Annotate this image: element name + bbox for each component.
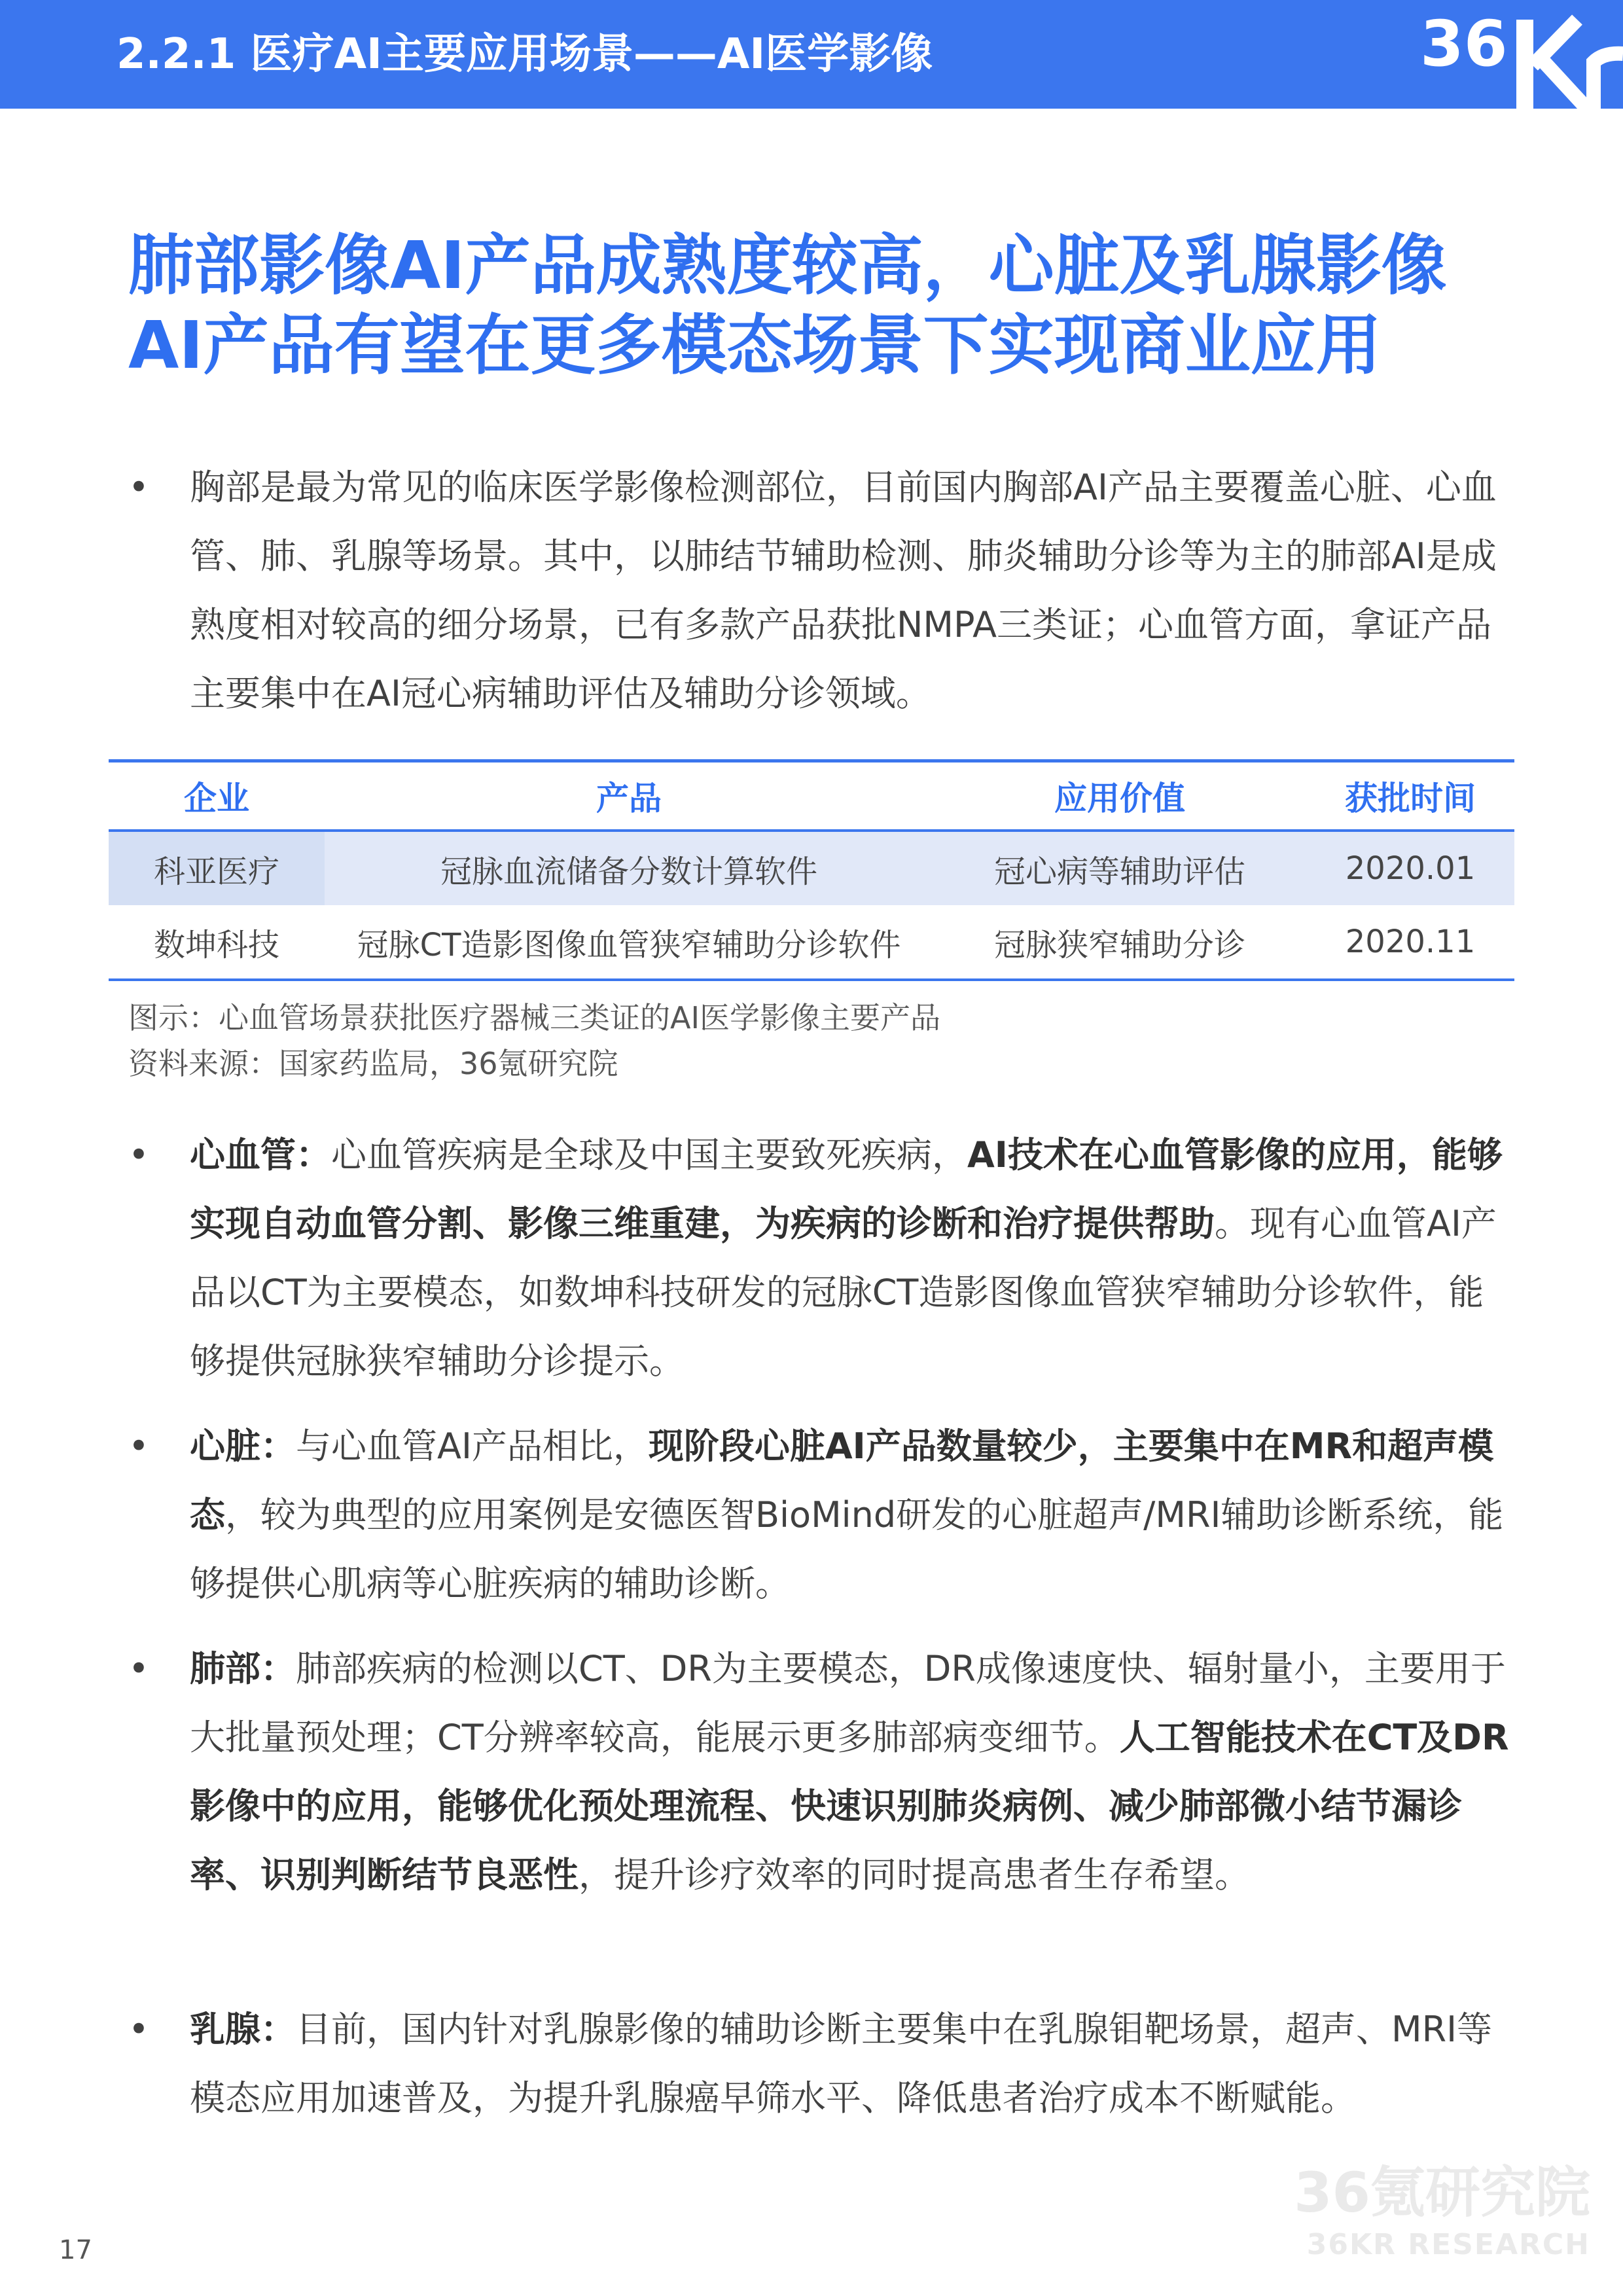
table-row [109, 905, 1514, 980]
section-label: 肺部： [190, 1648, 296, 1689]
table-cell-product: 冠脉CT造影图像血管狭窄辅助分诊软件 [325, 905, 933, 980]
table-cell-date: 2020.01 [1306, 831, 1514, 905]
table-caption [128, 995, 940, 1086]
header-bar [0, 0, 1623, 109]
main-title-line-1: 肺部影像AI产品成熟度较高，心脏及乳腺影像 [128, 227, 1447, 304]
section-label: 心脏： [190, 1426, 296, 1467]
column-header-value: 应用价值 [933, 761, 1306, 831]
section-lung: 肺部：肺部疾病的检测以CT、DR为主要模态，DR成像速度快、辐射量小，主要用于大批量预处理；CT分辨率较高，能展示更多肺部病变细节。人工智能技术在CT及DR影像中的应用，能够优化预处理流程、快速识别肺炎病例、减少肺部微小结节漏诊率、识别判断结节良恶性，提升诊疗效率的同时提高患者生存希望。 [190, 1648, 1509, 1895]
main-title [128, 226, 1529, 386]
section-cardiovascular: 心血管：心血管疾病是全球及中国主要致死疾病，AI技术在心血管影像的应用，能够实现自动血管分割、影像三维重建，为疾病的诊断和治疗提供帮助。现有心血管AI产品以CT为主要模态，如数坤科技研发的冠脉CT造影图像血管狭窄辅助分诊软件，能够提供冠脉狭窄辅助分诊提示。 [190, 1134, 1503, 1382]
table-cell-value: 冠心病等辅助评估 [933, 831, 1306, 905]
page-number: 17 [59, 2235, 92, 2265]
intro-paragraph: 胸部是最为常见的临床医学影像检测部位，目前国内胸部AI产品主要覆盖心脏、心血管、肺、乳腺等场景。其中，以肺结节辅助检测、肺炎辅助分诊等为主的肺部AI是成熟度相对较高的细分场景，已有多款产品获批NMPA三类证；心血管方面，拿证产品主要集中在AI冠心病辅助评估及辅助分诊领域。 [190, 467, 1497, 714]
table-cell-company: 数坤科技 [109, 905, 325, 980]
bullet-icon: • [128, 467, 149, 508]
table-cell-product: 冠脉血流储备分数计算软件 [325, 831, 933, 905]
svg-text:36: 36 [1420, 7, 1508, 81]
caption-figure: 图示：心血管场景获批医疗器械三类证的AI医学影像主要产品 [128, 1000, 941, 1035]
column-header-date: 获批时间 [1306, 761, 1514, 831]
watermark-en: 36KR RESEARCH [1306, 2228, 1590, 2261]
watermark [1289, 2160, 1590, 2265]
section-label: 心血管： [190, 1134, 331, 1175]
table-header-row [109, 761, 1514, 831]
product-table [109, 759, 1514, 981]
watermark-cn: 36氪研究院 [1294, 2161, 1590, 2225]
table-row [109, 831, 1514, 905]
caption-source: 资料来源：国家药监局，36氪研究院 [128, 1046, 618, 1081]
section-label: 乳腺： [190, 2009, 296, 2050]
bullet-icon: • [128, 1426, 149, 1467]
36kr-logo [1414, 0, 1623, 109]
bullet-icon: • [128, 1134, 149, 1175]
column-header-product: 产品 [325, 761, 933, 831]
bullet-icon: • [128, 1648, 149, 1689]
section-title: 2.2.1 医疗AI主要应用场景——AI医学影像 [116, 30, 933, 79]
table-cell-company: 科亚医疗 [109, 831, 325, 905]
bullet-icon: • [128, 2009, 149, 2050]
table-cell-value: 冠脉狭窄辅助分诊 [933, 905, 1306, 980]
column-header-company: 企业 [109, 761, 325, 831]
main-title-line-2: AI产品有望在更多模态场景下实现商业应用 [128, 307, 1382, 384]
table-cell-date: 2020.11 [1306, 905, 1514, 980]
section-heart: 心脏：与心血管AI产品相比，现阶段心脏AI产品数量较少，主要集中在MR和超声模态，较为典型的应用案例是安德医智BioMind研发的心脏超声/MRI辅助诊断系统，能够提供心肌病等心脏疾病的辅助诊断。 [190, 1426, 1504, 1604]
section-breast: 乳腺：目前，国内针对乳腺影像的辅助诊断主要集中在乳腺钼靶场景，超声、MRI等模态应用加速普及，为提升乳腺癌早筛水平、降低患者治疗成本不断赋能。 [190, 2009, 1493, 2119]
